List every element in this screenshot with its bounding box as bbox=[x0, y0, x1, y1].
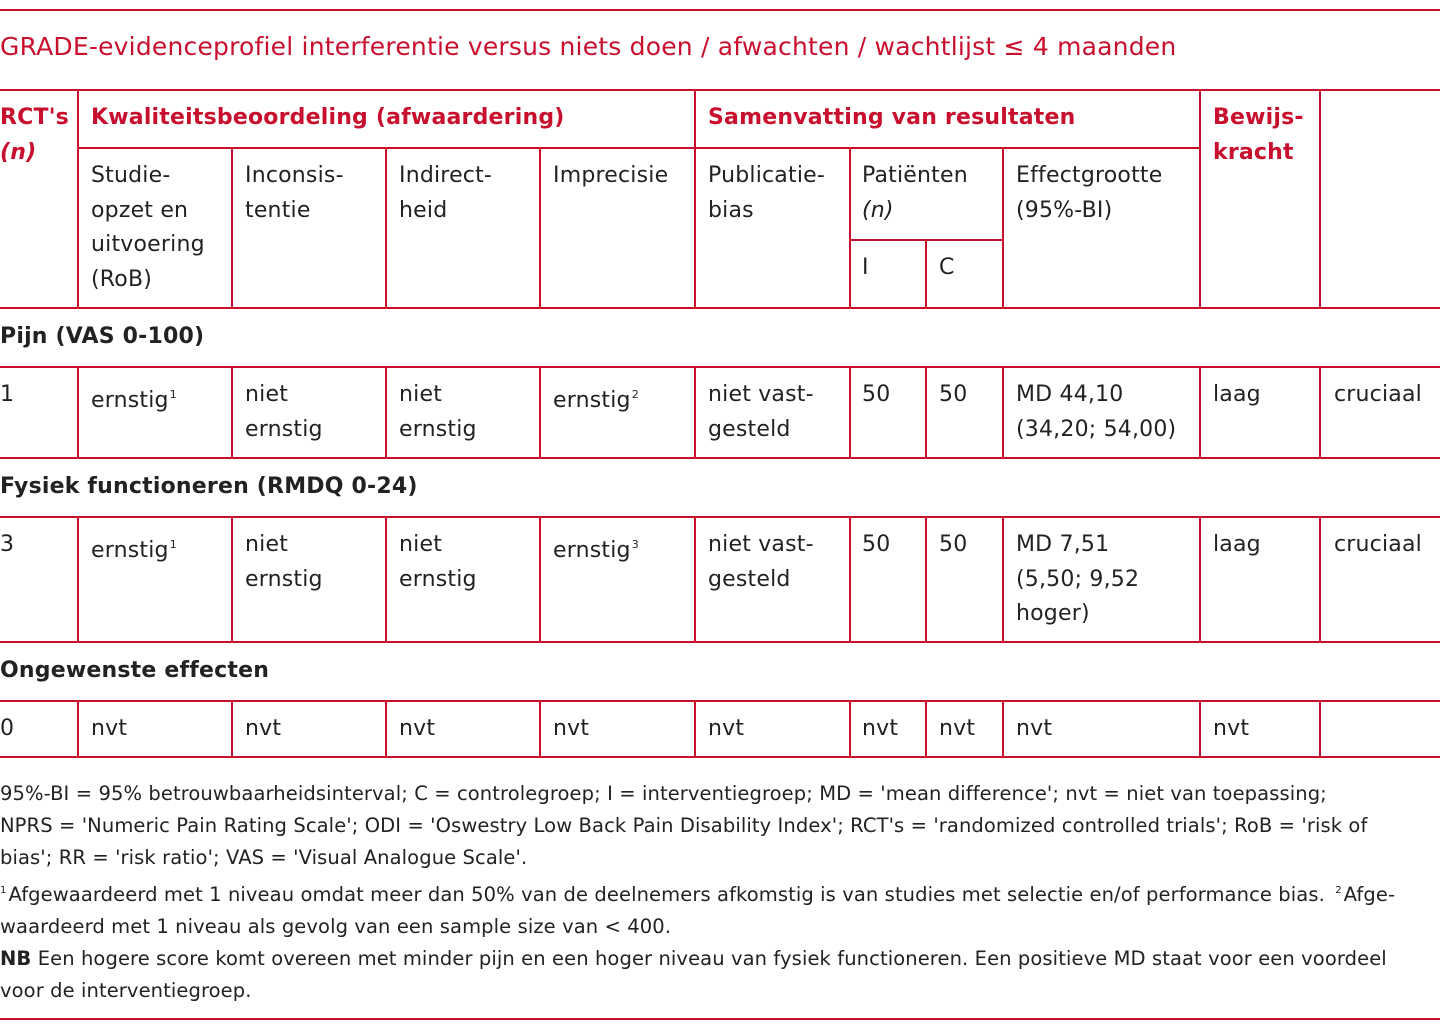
cell-rct: 0 bbox=[0, 716, 15, 741]
footnote-nb: NB Een hogere score komt overeen met minder pijn en een hoger niveau van fysiek functioneren. Een positieve MD staat voor een voordeel bbox=[0, 947, 1387, 971]
top-rule bbox=[0, 9, 1440, 11]
section-ongewenst: Ongewenste effecten bbox=[0, 658, 270, 683]
row-vline bbox=[1002, 700, 1004, 756]
row-vline bbox=[1319, 516, 1321, 641]
cell-bewijskracht: laag bbox=[1213, 532, 1261, 557]
header-bewijskracht: Bewijs- kracht bbox=[1213, 105, 1304, 165]
row-vline bbox=[77, 700, 79, 756]
row-rule-3 bbox=[0, 756, 1440, 758]
row-vline bbox=[539, 516, 541, 641]
section-rule-3 bbox=[0, 700, 1440, 702]
cell-patienten-i: nvt bbox=[862, 716, 899, 741]
header-samenvatting: Samenvatting van resultaten bbox=[708, 105, 1076, 130]
header-top-rule bbox=[0, 89, 1440, 91]
row-vline bbox=[925, 366, 927, 457]
cell-inconsistentie: nvt bbox=[245, 716, 282, 741]
row-vline bbox=[77, 366, 79, 457]
header-kwaliteit: Kwaliteitsbeoordeling (afwaardering) bbox=[91, 105, 565, 130]
cell-rob: ernstig$^1$ bbox=[91, 388, 177, 413]
row-vline bbox=[539, 700, 541, 756]
row-vline bbox=[849, 516, 851, 641]
section-rule-2 bbox=[0, 516, 1440, 518]
cell-publicatiebias: niet vast- gesteld bbox=[708, 382, 814, 442]
footnote-abbr-3: bias'; RR = 'risk ratio'; VAS = 'Visual Analogue Scale'. bbox=[0, 846, 528, 870]
header-indirectheid: Indirect- heid bbox=[399, 163, 493, 223]
cell-indirectheid: niet ernstig bbox=[399, 382, 477, 442]
header-rcts-n: (n) bbox=[0, 139, 37, 165]
row-vline bbox=[694, 366, 696, 457]
row-vline bbox=[694, 516, 696, 641]
cell-belang: cruciaal bbox=[1334, 382, 1422, 407]
section-rule-1 bbox=[0, 366, 1440, 368]
row-vline bbox=[1319, 700, 1321, 756]
section-pijn: Pijn (VAS 0-100) bbox=[0, 324, 205, 349]
cell-bewijskracht: nvt bbox=[1213, 716, 1250, 741]
row-vline bbox=[1319, 366, 1321, 457]
header-i: I bbox=[862, 255, 869, 280]
table-row bbox=[0, 528, 14, 563]
row-vline bbox=[231, 516, 233, 641]
cell-patienten-c: 50 bbox=[939, 532, 968, 557]
header-sub-rule bbox=[77, 147, 1201, 149]
table-title: GRADE-evidenceprofiel interferentie versus niets doen / afwachten / wachtlijst ≤ 4 maanden bbox=[0, 32, 1177, 61]
header-vline bbox=[77, 89, 79, 307]
row-rule-1 bbox=[0, 457, 1440, 459]
row-vline bbox=[849, 700, 851, 756]
cell-belang: cruciaal bbox=[1334, 532, 1422, 557]
header-patienten: Patiënten (n) bbox=[862, 163, 968, 223]
row-vline bbox=[1199, 366, 1201, 457]
header-vline bbox=[385, 147, 387, 307]
table-row bbox=[0, 378, 14, 413]
header-vline bbox=[849, 147, 851, 307]
header-effectgrootte: Effectgrootte (95%-BI) bbox=[1016, 163, 1163, 223]
cell-imprecisie: ernstig$^3$ bbox=[553, 538, 639, 563]
cell-inconsistentie: niet ernstig bbox=[245, 382, 323, 442]
row-vline bbox=[77, 516, 79, 641]
cell-patienten-c: 50 bbox=[939, 382, 968, 407]
cell-indirectheid: nvt bbox=[399, 716, 436, 741]
header-imprecisie: Imprecisie bbox=[553, 163, 669, 188]
header-vline bbox=[231, 147, 233, 307]
row-vline bbox=[385, 700, 387, 756]
cell-patienten-i: 50 bbox=[862, 532, 891, 557]
cell-inconsistentie: niet ernstig bbox=[245, 532, 323, 592]
cell-rct: 1 bbox=[0, 382, 15, 407]
row-vline bbox=[1199, 700, 1201, 756]
cell-rct: 3 bbox=[0, 532, 15, 557]
row-vline bbox=[385, 516, 387, 641]
bottom-rule bbox=[0, 1018, 1440, 1020]
footnote-nb-cont: voor de interventiegroep. bbox=[0, 979, 252, 1003]
header-vline bbox=[694, 89, 696, 307]
cell-indirectheid: niet ernstig bbox=[399, 532, 477, 592]
cell-patienten-i: 50 bbox=[862, 382, 891, 407]
footnote-1: $^1$ Afgewaardeerd met 1 niveau omdat meer dan 50% van de deelnemers afkomstig is van studies met selectie en/of performance bias. $^2$ Afge- bbox=[0, 882, 1396, 906]
section-fysiek: Fysiek functioneren (RMDQ 0-24) bbox=[0, 474, 418, 499]
cell-rob: ernstig$^1$ bbox=[91, 538, 177, 563]
header-inconsistentie: Inconsis- tentie bbox=[245, 163, 344, 223]
cell-effect: MD 44,10 (34,20; 54,00) bbox=[1016, 382, 1177, 442]
header-vline bbox=[1002, 147, 1004, 307]
row-vline bbox=[1199, 516, 1201, 641]
row-vline bbox=[1002, 366, 1004, 457]
cell-publicatiebias: niet vast- gesteld bbox=[708, 532, 814, 592]
cell-effect: nvt bbox=[1016, 716, 1053, 741]
header-vline bbox=[925, 239, 927, 307]
row-vline bbox=[1002, 516, 1004, 641]
row-vline bbox=[694, 700, 696, 756]
cell-imprecisie: nvt bbox=[553, 716, 590, 741]
cell-bewijskracht: laag bbox=[1213, 382, 1261, 407]
row-vline bbox=[539, 366, 541, 457]
header-vline bbox=[539, 147, 541, 307]
row-vline bbox=[385, 366, 387, 457]
row-rule-2 bbox=[0, 641, 1440, 643]
header-bottom-rule bbox=[0, 307, 1440, 309]
header-rcts: RCT's (n) bbox=[0, 101, 69, 170]
header-vline bbox=[1319, 89, 1321, 307]
footnotes bbox=[0, 778, 1440, 1007]
row-vline bbox=[231, 700, 233, 756]
row-vline bbox=[925, 516, 927, 641]
footnote-abbr-2: NPRS = 'Numeric Pain Rating Scale'; ODI = 'Oswestry Low Back Pain Disability Index'; RCT's = 'randomized controlled trials'; RoB = 'risk of bbox=[0, 814, 1368, 838]
header-c: C bbox=[939, 255, 955, 280]
cell-patienten-c: nvt bbox=[939, 716, 976, 741]
row-vline bbox=[925, 700, 927, 756]
cell-effect: MD 7,51 (5,50; 9,52 hoger) bbox=[1016, 532, 1140, 626]
footnote-abbr-1: 95%-BI = 95% betrouwbaarheidsinterval; C = controlegroep; I = interventiegroep; MD = 'mean difference'; nvt = niet van toepassing; bbox=[0, 782, 1327, 805]
cell-rob: nvt bbox=[91, 716, 128, 741]
header-studie-opzet: Studie- opzet en uitvoering (RoB) bbox=[91, 163, 205, 292]
header-publicatiebias: Publicatie- bias bbox=[708, 163, 826, 223]
row-vline bbox=[231, 366, 233, 457]
footnote-2: waardeerd met 1 niveau als gevolg van een sample size van < 400. bbox=[0, 914, 672, 938]
row-vline bbox=[849, 366, 851, 457]
cell-imprecisie: ernstig$^2$ bbox=[553, 388, 639, 413]
cell-publicatiebias: nvt bbox=[708, 716, 745, 741]
header-vline bbox=[1199, 89, 1201, 307]
